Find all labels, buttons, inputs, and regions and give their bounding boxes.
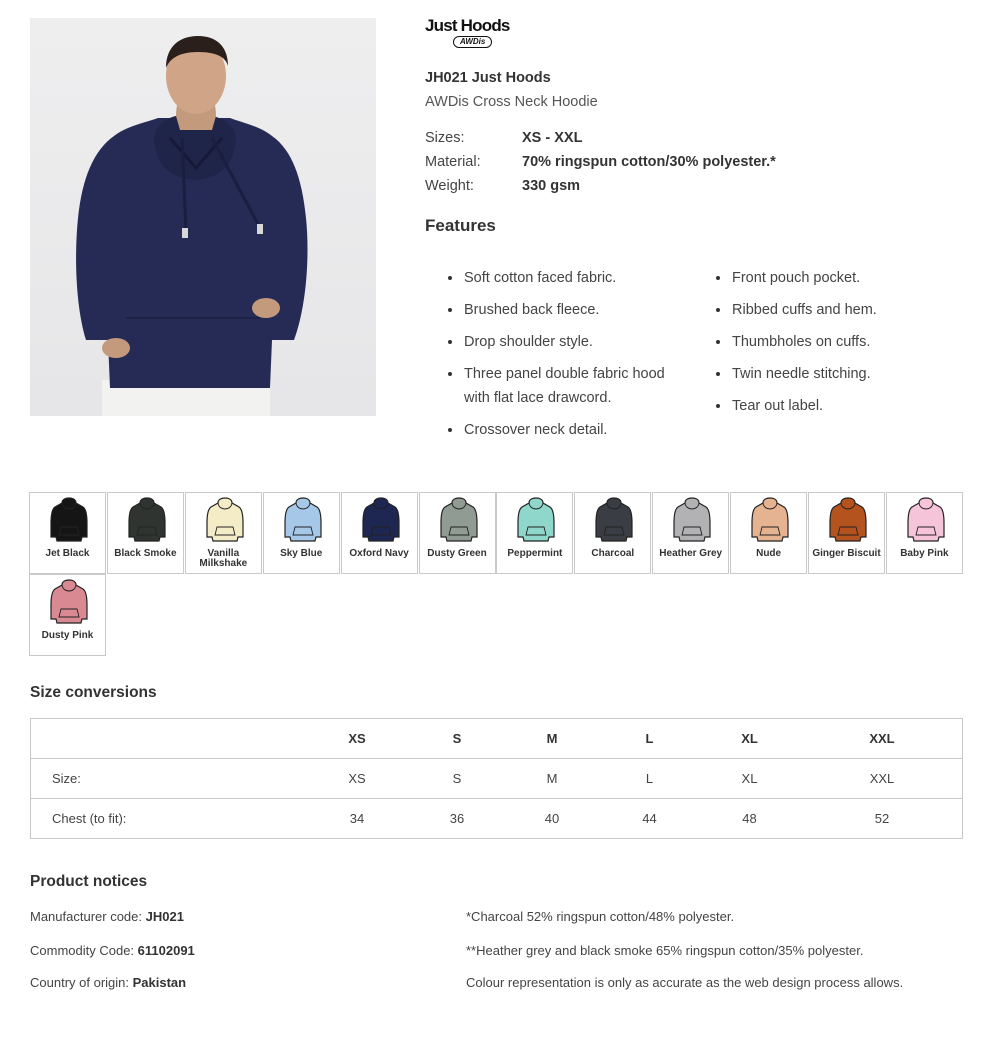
- feature-item: Soft cotton faced fabric.: [444, 266, 694, 290]
- table-cell: 48: [697, 799, 802, 839]
- spec-sizes: [425, 130, 582, 146]
- colour-name: Black Smoke: [114, 548, 177, 559]
- notice-value: JH021: [145, 909, 184, 924]
- hoodie-icon: [284, 497, 322, 543]
- colour-swatch[interactable]: [29, 492, 106, 574]
- spec-label: Weight:: [425, 178, 474, 194]
- product-notices-heading: Product notices: [30, 873, 148, 890]
- colour-name: Nude: [756, 548, 782, 559]
- feature-item: Three panel double fabric hood with flat lace drawcord.: [444, 362, 694, 410]
- colour-swatch[interactable]: [185, 492, 262, 574]
- product-photo: [30, 18, 376, 416]
- notice-manufacturer-code: [30, 909, 184, 924]
- colour-swatch[interactable]: [574, 492, 651, 574]
- notice-colour-representation: Colour representation is only as accurate as the web design process allows.: [466, 975, 904, 990]
- hoodie-icon: [751, 497, 789, 543]
- hoodie-icon: [50, 497, 88, 543]
- colour-swatch[interactable]: [341, 492, 418, 574]
- table-cell: 36: [412, 799, 502, 839]
- feature-item: Brushed back fleece.: [444, 298, 694, 322]
- table-cell: Chest (to fit):: [31, 799, 303, 839]
- feature-item: Front pouch pocket.: [712, 266, 962, 290]
- colour-name: Vanilla Milkshake: [199, 548, 248, 569]
- table-cell: L: [602, 759, 697, 799]
- spec-label: Material:: [425, 154, 481, 170]
- table-cell: 44: [602, 799, 697, 839]
- brand-logo: [425, 14, 965, 54]
- table-header-cell: S: [412, 719, 502, 759]
- feature-item: Tear out label.: [712, 394, 962, 418]
- colour-swatch[interactable]: [652, 492, 729, 574]
- logo-main-text: Just Hoods: [425, 16, 510, 35]
- notice-country-of-origin: [30, 975, 186, 990]
- notice-heather-grey: **Heather grey and black smoke 65% ringspun cotton/35% polyester.: [466, 943, 864, 958]
- feature-item: Thumbholes on cuffs.: [712, 330, 962, 354]
- colour-swatch[interactable]: [29, 574, 106, 656]
- table-cell: 40: [502, 799, 602, 839]
- colour-name: Dusty Green: [427, 548, 487, 559]
- table-header-cell: [31, 719, 303, 759]
- hoodie-icon: [595, 497, 633, 543]
- table-header-row: [31, 719, 963, 759]
- table-cell: 34: [302, 799, 412, 839]
- model-hoodie-illustration: [30, 18, 376, 416]
- hoodie-icon: [517, 497, 555, 543]
- colour-name: Jet Black: [45, 548, 90, 559]
- table-cell: XS: [302, 759, 412, 799]
- colour-swatch[interactable]: [419, 492, 496, 574]
- feature-item: Crossover neck detail.: [444, 418, 694, 442]
- colour-swatch[interactable]: [496, 492, 573, 574]
- size-conversions-table: [30, 718, 963, 839]
- colour-swatch[interactable]: [808, 492, 885, 574]
- features-heading: Features: [425, 216, 496, 235]
- hoodie-icon: [907, 497, 945, 543]
- table-cell: XL: [697, 759, 802, 799]
- table-cell: XXL: [802, 759, 963, 799]
- notice-label: Commodity Code:: [30, 943, 138, 958]
- table-header-cell: XXL: [802, 719, 963, 759]
- hoodie-icon: [829, 497, 867, 543]
- hoodie-icon: [128, 497, 166, 543]
- table-header-cell: XS: [302, 719, 412, 759]
- product-name: AWDis Cross Neck Hoodie: [425, 94, 598, 110]
- hoodie-icon: [440, 497, 478, 543]
- notice-label: Manufacturer code:: [30, 909, 146, 924]
- table-cell: 52: [802, 799, 963, 839]
- spec-label: Sizes:: [425, 130, 465, 146]
- notice-charcoal: *Charcoal 52% ringspun cotton/48% polyester.: [466, 909, 735, 924]
- colour-name: Dusty Pink: [41, 630, 94, 641]
- notice-commodity-code: [30, 943, 195, 958]
- hoodie-icon: [206, 497, 244, 543]
- colour-swatch[interactable]: [263, 492, 340, 574]
- spec-weight: [425, 178, 580, 194]
- colour-name: Heather Grey: [659, 548, 723, 559]
- table-row: [31, 799, 963, 839]
- notice-value: Pakistan: [132, 975, 187, 990]
- table-cell: Size:: [31, 759, 303, 799]
- table-header-cell: XL: [697, 719, 802, 759]
- features-list-left: [444, 266, 694, 450]
- feature-item: Ribbed cuffs and hem.: [712, 298, 962, 322]
- table-header-cell: L: [602, 719, 697, 759]
- features-list-right: [712, 266, 962, 426]
- product-code: JH021 Just Hoods: [425, 70, 551, 86]
- hoodie-icon: [673, 497, 711, 543]
- table-cell: S: [412, 759, 502, 799]
- colour-name: Sky Blue: [280, 548, 323, 559]
- hoodie-icon: [50, 579, 88, 625]
- colour-name: Peppermint: [507, 548, 563, 559]
- colour-name: Charcoal: [591, 548, 635, 559]
- table-row: [31, 759, 963, 799]
- colour-name: Oxford Navy: [349, 548, 409, 559]
- feature-item: Drop shoulder style.: [444, 330, 694, 354]
- size-conversions-heading: Size conversions: [30, 684, 157, 701]
- spec-value: 330 gsm: [522, 178, 581, 194]
- feature-item: Twin needle stitching.: [712, 362, 962, 386]
- colour-name: Baby Pink: [900, 548, 949, 559]
- table-cell: M: [502, 759, 602, 799]
- colour-swatch[interactable]: [730, 492, 807, 574]
- colour-swatch[interactable]: [886, 492, 963, 574]
- product-info: [425, 14, 965, 235]
- hoodie-icon: [362, 497, 400, 543]
- table-header-cell: M: [502, 719, 602, 759]
- colour-name: Ginger Biscuit: [812, 548, 881, 559]
- spec-value: 70% ringspun cotton/30% polyester.*: [522, 154, 776, 170]
- notice-value: 61102091: [137, 943, 195, 958]
- logo-sub-text: AWDis: [453, 36, 492, 48]
- colour-swatch[interactable]: [107, 492, 184, 574]
- spec-value: XS - XXL: [522, 130, 583, 146]
- spec-material: [425, 154, 776, 170]
- notice-label: Country of origin:: [30, 975, 133, 990]
